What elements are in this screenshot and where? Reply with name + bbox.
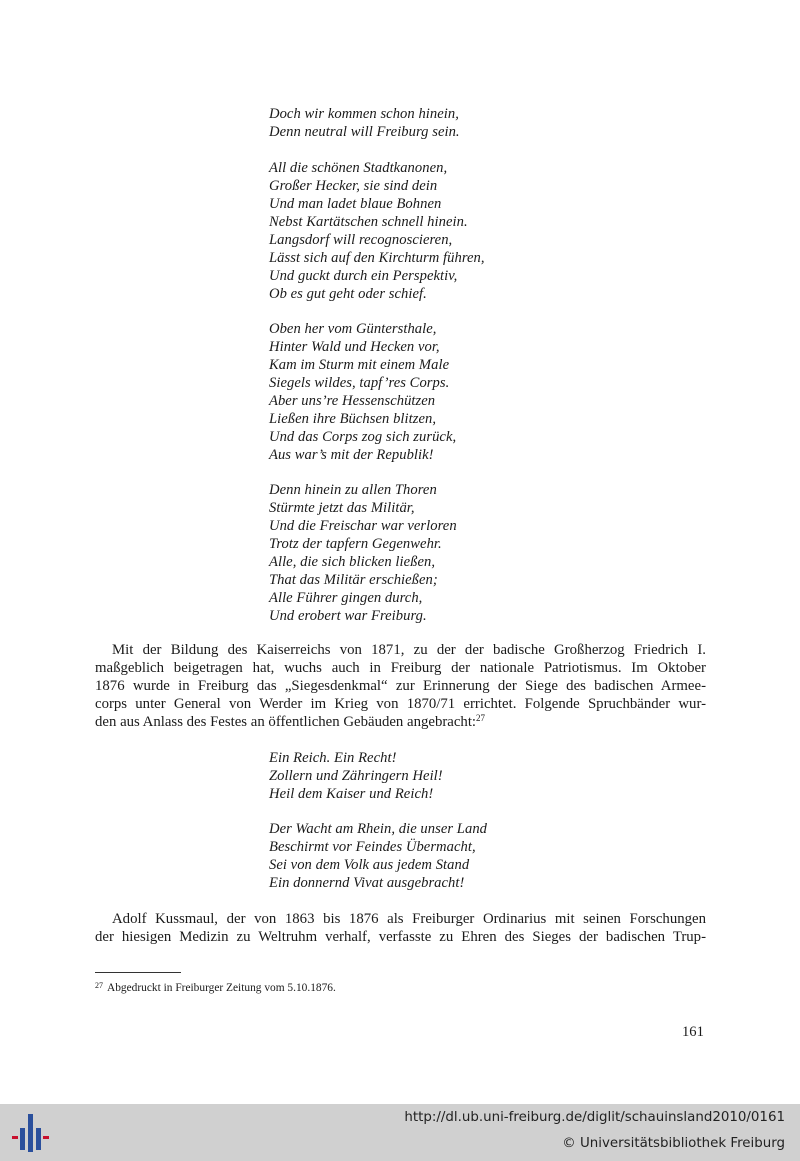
verse-line: Alle, die sich blicken ließen, xyxy=(269,554,436,570)
verse-line: Großer Hecker, sie sind dein xyxy=(269,178,438,194)
footnote-reference[interactable]: 27 xyxy=(476,713,486,723)
paragraph-line: Mit der Bildung des Kaiserreichs von 1871, zu der der badische Großherzog Friedrich I. xyxy=(112,642,706,658)
verse-line: Kam im Sturm mit einem Male xyxy=(269,357,450,373)
verse-line: Ließen ihre Büchsen blitzen, xyxy=(269,411,437,427)
verse-line: Zollern und Zähringern Heil! xyxy=(269,768,443,784)
verse-line: Alle Führer gingen durch, xyxy=(269,590,423,606)
footer-bar xyxy=(0,1104,800,1161)
verse-line: Beschirmt vor Feindes Übermacht, xyxy=(269,839,476,855)
verse-line: Ob es gut geht oder schief. xyxy=(269,286,427,302)
verse-line: All die schönen Stadtkanonen, xyxy=(269,160,448,176)
verse-line: Und guckt durch ein Perspektiv, xyxy=(269,268,458,284)
verse-line: Und erobert war Freiburg. xyxy=(269,608,427,624)
verse-line: Doch wir kommen schon hinein, xyxy=(269,106,459,122)
verse-line: Der Wacht am Rhein, die unser Land xyxy=(269,821,488,837)
verse-line: Und das Corps zog sich zurück, xyxy=(269,429,457,445)
footnote xyxy=(95,979,336,995)
verse-line: Hinter Wald und Hecken vor, xyxy=(269,339,440,355)
verse-line: Trotz der tapfern Gegenwehr. xyxy=(269,536,442,552)
paragraph-line-last xyxy=(95,713,706,731)
paragraph-line: der hiesigen Medizin zu Weltruhm verhalf, verfasste zu Ehren des Sieges der badischen Trup- xyxy=(95,929,706,945)
verse-line: Ein donnernd Vivat ausgebracht! xyxy=(269,875,465,891)
body-paragraph-2 xyxy=(95,910,706,946)
paragraph-line: corps unter General von Werder im Krieg von 1870/71 errichtet. Folgende Spruchbänder wur- xyxy=(95,696,706,712)
ub-freiburg-logo-icon[interactable] xyxy=(8,1110,52,1156)
page-number: 161 xyxy=(682,1024,704,1040)
verse-line: Aber uns’re Hessenschützen xyxy=(269,393,436,409)
poem-stanza-6 xyxy=(269,820,487,892)
poem-stanza-4 xyxy=(269,481,457,625)
verse-line: Sei von dem Volk aus jedem Stand xyxy=(269,857,470,873)
poem-stanza-2 xyxy=(269,159,485,303)
verse-line: Und die Freischar war verloren xyxy=(269,518,457,534)
verse-line: Denn hinein zu allen Thoren xyxy=(269,482,437,498)
paragraph-line-text: den aus Anlass des Festes an öffentlichen Gebäuden angebracht: xyxy=(95,714,477,730)
document-url-link[interactable]: http://dl.ub.uni-freiburg.de/diglit/schauinsland2010/0161 xyxy=(404,1110,785,1125)
verse-line: Aus war’s mit der Republik! xyxy=(269,447,434,463)
footnote-divider xyxy=(95,972,181,973)
paragraph-line: Adolf Kussmaul, der von 1863 bis 1876 als Freiburger Ordinarius mit seinen Forschungen xyxy=(112,911,706,927)
footnote-number: 27 xyxy=(95,981,103,990)
verse-line: Lässt sich auf den Kirchturm führen, xyxy=(269,250,485,266)
verse-line: Oben her vom Güntersthale, xyxy=(269,321,437,337)
paragraph-line: maßgeblich beigetragen hat, wuchs auch in Freiburg der nationale Patriotismus. Im Oktober xyxy=(95,660,706,676)
verse-line: Nebst Kartätschen schnell hinein. xyxy=(269,214,468,230)
verse-line: Stürmte jetzt das Militär, xyxy=(269,500,415,516)
verse-line: That das Militär erschießen; xyxy=(269,572,438,588)
poem-stanza-1 xyxy=(269,105,460,141)
body-paragraph-1 xyxy=(95,641,706,731)
paragraph-line: 1876 wurde in Freiburg das „Siegesdenkmal“ zur Erinnerung der Siege des badischen Armee- xyxy=(95,678,706,694)
verse-line: Und man ladet blaue Bohnen xyxy=(269,196,442,212)
verse-line: Denn neutral will Freiburg sein. xyxy=(269,124,460,140)
copyright-notice: © Universitätsbibliothek Freiburg xyxy=(562,1136,785,1151)
footnote-text: Abgedruckt in Freiburger Zeitung vom 5.10.1876. xyxy=(107,982,336,994)
poem-stanza-5 xyxy=(269,749,443,803)
verse-line: Ein Reich. Ein Recht! xyxy=(269,750,397,766)
verse-line: Heil dem Kaiser und Reich! xyxy=(269,786,434,802)
poem-stanza-3 xyxy=(269,320,456,464)
verse-line: Siegels wildes, tapf’res Corps. xyxy=(269,375,450,391)
verse-line: Langsdorf will recognoscieren, xyxy=(269,232,453,248)
